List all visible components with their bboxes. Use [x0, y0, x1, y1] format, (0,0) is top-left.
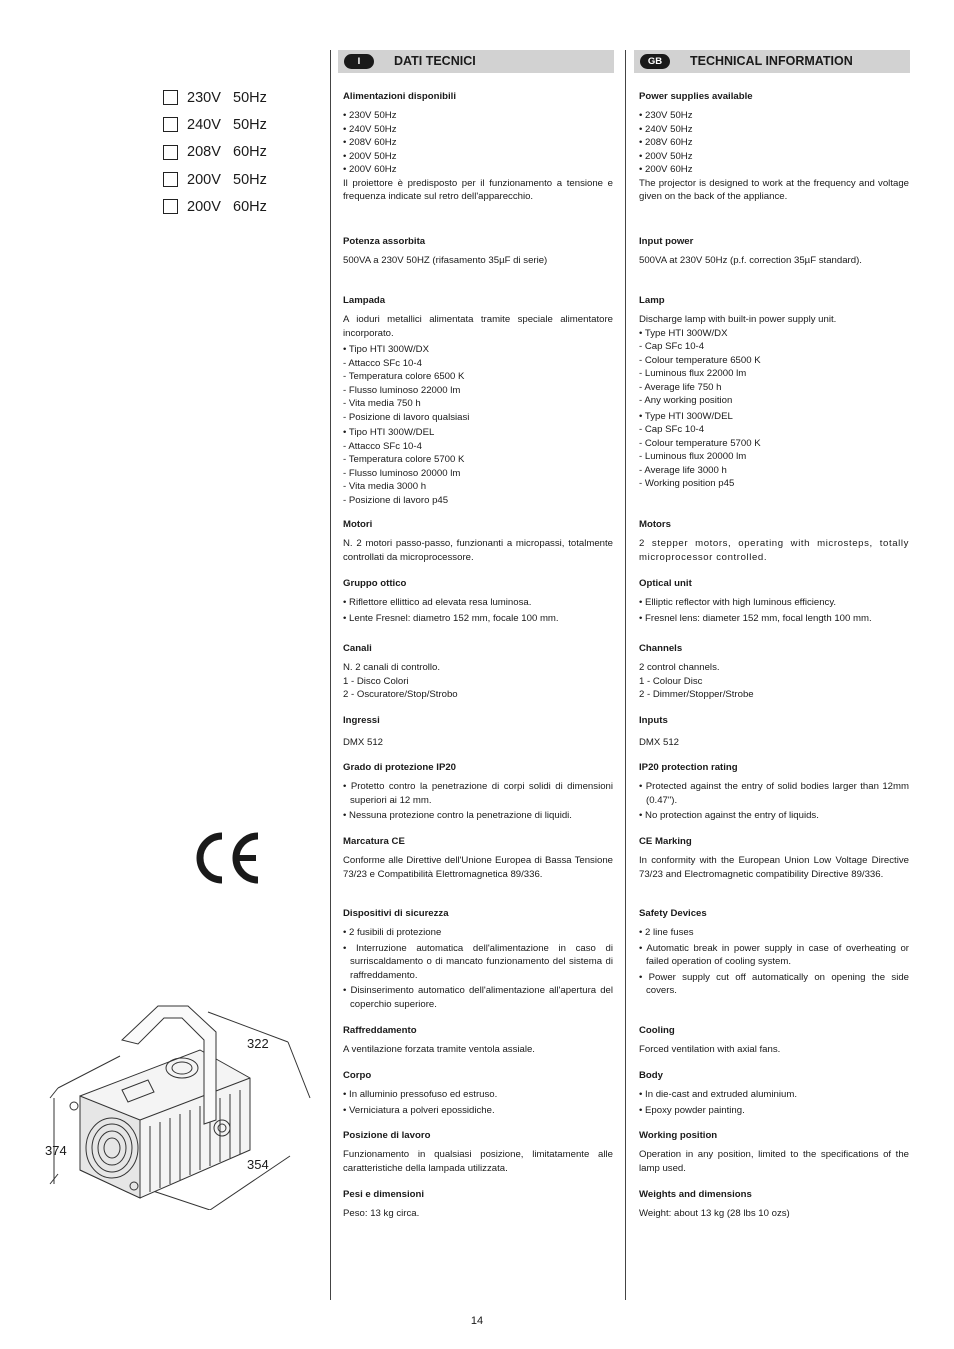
weights-section: Pesi e dimensioni Peso: 13 kg circa.	[343, 1189, 425, 1219]
dimension-label: 354	[247, 1157, 269, 1172]
cooling-section: Cooling Forced ventilation with axial fans.	[639, 1025, 781, 1055]
projector-drawing	[40, 1000, 320, 1210]
input-power-section: Input power 500VA at 230V 50Hz (p.f. correction 35µF standard).	[639, 236, 862, 266]
lamp-section: Lampada A ioduri metallici alimentata tramite speciale alimentatore incorporato. • Tipo HTI 300W/DX - Attacco SFc 10-4 - Temperatura colore 6500 K - Flusso luminoso 22000 lm - Vita media 750 h - Posizione di lavoro qualsiasi • Tipo HTI 300W/DEL - Attacco SFc 10-4 - Temperatura colore 5700 K - Flusso luminoso 20000 lm - Vita media 3000 h - Posizione di lavoro p45	[343, 295, 613, 507]
cooling-section: Raffreddamento A ventilazione forzata tramite ventola assiale.	[343, 1025, 535, 1055]
inputs-section: Inputs DMX 512	[639, 715, 679, 748]
voltage-option[interactable]: 208V 60Hz	[163, 139, 267, 166]
section-header	[338, 50, 614, 73]
language-badge: I	[344, 54, 374, 69]
safety-section: Dispositivi di sicurezza • 2 fusibili di protezione • Interruzione automatica dell'alimentazione in caso di surriscaldamento o di mancato funzionamento del sistema di raffreddamento. • Disinserimento automatico dell'alimentazione all'apertura del coperchio superiore.	[343, 908, 613, 1011]
column-divider	[330, 50, 331, 1300]
dimension-label: 322	[247, 1036, 269, 1051]
body-section: Body • In die-cast and extruded aluminium. • Epoxy powder painting.	[639, 1070, 909, 1117]
protection-section: IP20 protection rating • Protected against the entry of solid bodies larger than 12mm (0.47"). • No protection against the entry of liquids.	[639, 762, 909, 823]
dimension-label: 374	[45, 1143, 67, 1158]
section-title: TECHNICAL INFORMATION	[690, 54, 853, 68]
lamp-section: Lamp Discharge lamp with built-in power supply unit. • Type HTI 300W/DX - Cap SFc 10-4 - Colour temperature 6500 K - Luminous flux 22000 lm - Average life 750 h - Any working position • Type HTI 300W/DEL - Cap SFc 10-4 - Colour temperature 5700 K - Luminous flux 20000 lm - Average life 3000 h - Working position p45	[639, 295, 909, 491]
optical-unit-section: Optical unit • Elliptic reflector with high luminous efficiency. • Fresnel lens: diameter 152 mm, focal length 100 mm.	[639, 578, 909, 625]
power-supplies-section: Power supplies available • 230V 50Hz • 240V 50Hz • 208V 60Hz • 200V 50Hz • 200V 60Hz The projector is designed to work at the frequency and voltage given on the back of the appliance.	[639, 91, 909, 204]
voltage-option[interactable]: 200V 60Hz	[163, 193, 267, 220]
voltage-option[interactable]: 200V 50Hz	[163, 166, 267, 193]
checkbox[interactable]	[163, 199, 178, 214]
page-number: 14	[470, 1315, 484, 1327]
ce-marking-section: CE Marking In conformity with the European Union Low Voltage Directive 73/23 and Electromagnetic compatibility Directive 89/336.	[639, 836, 909, 880]
power-supplies-section: Alimentazioni disponibili • 230V 50Hz • 240V 50Hz • 208V 60Hz • 200V 50Hz • 200V 60Hz Il proiettore è predisposto per il funzionamento a tensione e frequenza indicate sul retro dell'apparecchio.	[343, 91, 613, 204]
working-position-section: Working position Operation in any position, limited to the specifications of the lamp used.	[639, 1130, 909, 1174]
column-divider	[625, 50, 626, 1300]
protection-section: Grado di protezione IP20 • Protetto contro la penetrazione di corpi solidi di dimensioni superiori ai 12 mm. • Nessuna protezione contro la penetrazione di liquidi.	[343, 762, 613, 823]
english-column	[634, 50, 910, 1219]
language-badge: GB	[640, 54, 670, 69]
inputs-section: Ingressi DMX 512	[343, 715, 383, 748]
motors-section: Motors 2 stepper motors, operating with microsteps, totally microprocessor controlled.	[639, 519, 909, 563]
section-header	[634, 50, 910, 73]
optical-unit-section: Gruppo ottico • Riflettore ellittico ad elevata resa luminosa. • Lente Fresnel: diametro 152 mm, focale 100 mm.	[343, 578, 613, 625]
checkbox[interactable]	[163, 117, 178, 132]
italian-column	[338, 50, 614, 1219]
safety-section: Safety Devices • 2 line fuses • Automatic break in power supply in case of overheating or failed operation of cooling system. • Power supply cut off automatically on opening the side covers.	[639, 908, 909, 998]
working-position-section: Posizione di lavoro Funzionamento in qualsiasi posizione, limitatamente alle caratteristiche della lampada utilizzata.	[343, 1130, 613, 1174]
ce-mark-icon	[190, 830, 262, 886]
voltage-options	[163, 84, 267, 220]
weights-section: Weights and dimensions Weight: about 13 kg (28 lbs 10 ozs)	[639, 1189, 790, 1219]
checkbox[interactable]	[163, 172, 178, 187]
checkbox[interactable]	[163, 90, 178, 105]
motors-section: Motori N. 2 motori passo-passo, funzionanti a micropassi, totalmente controllati da microprocessore.	[343, 519, 613, 563]
body-section: Corpo • In alluminio pressofuso ed estruso. • Verniciatura a polveri epossidiche.	[343, 1070, 613, 1117]
input-power-section: Potenza assorbita 500VA a 230V 50HZ (rifasamento 35µF di serie)	[343, 236, 548, 266]
checkbox[interactable]	[163, 145, 178, 160]
channels-section: Channels 2 control channels. 1 - Colour Disc 2 - Dimmer/Stopper/Strobe	[639, 643, 754, 700]
ce-marking-section: Marcatura CE Conforme alle Direttive dell'Unione Europea di Bassa Tensione 73/23 e Compatibilità Elettromagnetica 89/336.	[343, 836, 613, 880]
voltage-option[interactable]: 240V 50Hz	[163, 111, 267, 138]
voltage-option[interactable]: 230V 50Hz	[163, 84, 267, 111]
channels-section: Canali N. 2 canali di controllo. 1 - Disco Colori 2 - Oscuratore/Stop/Strobo	[343, 643, 458, 700]
section-title: DATI TECNICI	[394, 54, 476, 68]
